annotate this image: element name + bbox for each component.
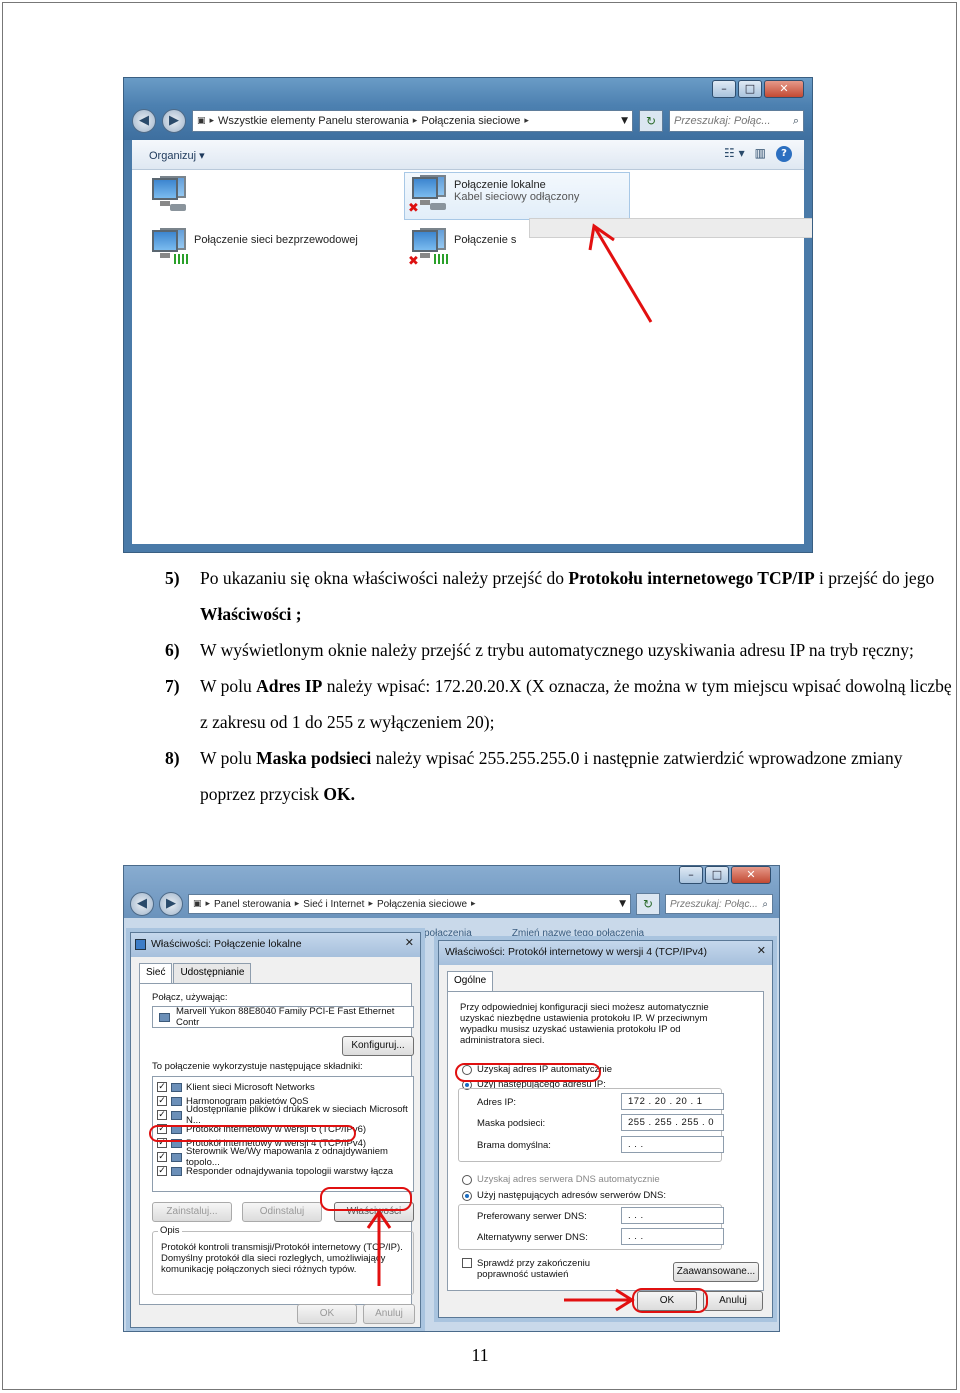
description-label: Opis: [160, 1225, 180, 1236]
ok-button[interactable]: OK: [297, 1304, 357, 1324]
connection-name: Połączenie s: [454, 234, 517, 246]
close-icon[interactable]: ✕: [731, 866, 771, 884]
dns2-label: Alternatywny serwer DNS:: [477, 1232, 588, 1243]
maximize-icon[interactable]: □: [738, 80, 762, 98]
network-connections-screenshot: [123, 77, 813, 553]
mask-label: Maska podsieci:: [477, 1118, 546, 1129]
address-bar[interactable]: ▣ ▸ Wszystkie elementy Panelu sterowania ▸ Połączenia sieciowe ▸ ▼: [192, 110, 633, 132]
uninstall-button[interactable]: Odinstaluj: [242, 1202, 322, 1222]
list-item-ipv4[interactable]: ✓ Protokół internetowy w wersji 4 (TCP/IPv4): [158, 1137, 367, 1149]
checkbox[interactable]: ✓: [158, 1138, 166, 1148]
properties-button[interactable]: Właściwości: [334, 1202, 414, 1222]
list-item[interactable]: ✓ Sterownik We/Wy mapowania z odnajdywaniem topolo...: [158, 1146, 388, 1168]
address-bar[interactable]: ▣ ▸ Panel sterowania ▸ Sieć i Internet ▸ Połączenia sieciowe ▸ ▼: [188, 894, 631, 914]
breadcrumb-item[interactable]: Sieć i Internet: [303, 898, 365, 910]
tab-sharing[interactable]: Udostępnianie: [173, 963, 251, 983]
search-icon: ⌕: [792, 114, 799, 127]
page-number: 11: [471, 1345, 489, 1365]
list-item[interactable]: ✓ Protokół internetowy w wersji 6 (TCP/IPv6): [158, 1123, 367, 1135]
breadcrumb-item[interactable]: Wszystkie elementy Panelu sterowania: [218, 115, 409, 127]
tab-network[interactable]: Sieć: [139, 963, 172, 983]
forward-arrow-icon[interactable]: ▶: [162, 109, 186, 133]
help-icon[interactable]: ?: [776, 146, 792, 162]
search-input[interactable]: Przeszukaj: Połąc... ⌕: [665, 894, 773, 914]
background-toolbar: połączenia Zmień nazwę tego połączenia: [424, 928, 645, 939]
description-text: Protokół kontroli transmisji/Protokół internetowy (TCP/IP). Domyślny protokół dla sieci rozległych, umożliwiający komunikację połączonych sieci różnych typów.: [161, 1242, 403, 1275]
configure-button[interactable]: Konfiguruj...: [342, 1036, 414, 1056]
dns1-label: Preferowany serwer DNS:: [477, 1211, 587, 1222]
ip-address-field[interactable]: 172 . 20 . 20 . 1: [621, 1093, 724, 1110]
install-button[interactable]: Zainstaluj...: [152, 1202, 232, 1222]
refresh-icon[interactable]: ↻: [636, 893, 660, 915]
list-item[interactable]: ✓ Klient sieci Microsoft Networks: [158, 1081, 315, 1093]
search-icon: ⌕: [762, 898, 768, 910]
organize-menu[interactable]: Organizuj ▾: [149, 150, 205, 162]
view-options-icon[interactable]: ☷ ▾: [724, 146, 745, 160]
checkbox[interactable]: ✓: [158, 1124, 166, 1134]
dns2-field[interactable]: . . .: [621, 1228, 724, 1245]
connection-status: Kabel sieciowy odłączony: [454, 191, 580, 203]
validate-checkbox[interactable]: Sprawdź przy zakończeniu poprawność ustawień: [462, 1258, 622, 1280]
folder-icon: ▣: [193, 899, 202, 909]
forward-arrow-icon[interactable]: ▶: [159, 892, 183, 916]
preview-pane-icon[interactable]: ▥: [754, 146, 766, 160]
step-7: 7) W polu Adres IP należy wpisać: 172.20.20.X (X oznacza, że można w tym miejscu wpisać dowolną liczbę z zakresu od 1 do 255 z wyłączeniem 20);: [165, 676, 952, 732]
folder-icon: ▣: [197, 116, 206, 126]
wired-connection-icon: ✖: [408, 175, 446, 213]
close-icon[interactable]: ✕: [756, 944, 766, 957]
checkbox[interactable]: ✓: [158, 1110, 166, 1120]
breadcrumb-item[interactable]: Panel sterowania: [214, 898, 291, 910]
advanced-button[interactable]: Zaawansowane...: [673, 1262, 759, 1282]
subnet-mask-field[interactable]: 255 . 255 . 255 . 0: [621, 1114, 724, 1131]
red-arrow-icon: [124, 78, 813, 553]
tab-general[interactable]: Ogólne: [447, 971, 493, 991]
red-arrow-icon: [124, 866, 780, 1332]
tcpip-properties-screenshot: [123, 865, 780, 1332]
connection-name: Połączenie lokalne: [454, 179, 546, 191]
list-item[interactable]: ✓ Udostępnianie plików i drukarek w sieciach Microsoft N...: [158, 1104, 408, 1126]
close-icon[interactable]: ✕: [764, 80, 804, 98]
step-6: 6) W wyświetlonym oknie należy przejść z trybu automatycznego uzyskiwania adresu IP na tryb ręczny;: [165, 640, 914, 660]
step-8: 8) W polu Maska podsieci należy wpisać 255.255.255.0 i następnie zatwierdzić wprowadzone zmiany poprzez przycisk OK.: [165, 748, 903, 804]
connect-using-label: Połącz, używając:: [152, 992, 228, 1003]
step-5: 5) Po ukazaniu się okna właściwości należy przejść do Protokołu internetowego TCP/IP i przejść do jego Właściwości ;: [165, 568, 935, 624]
checkbox[interactable]: ✓: [158, 1166, 166, 1176]
search-input[interactable]: Przeszukaj: Połąc... ⌕: [669, 110, 804, 132]
components-label: To połączenie wykorzystuje następujące składniki:: [152, 1061, 363, 1072]
refresh-icon[interactable]: ↻: [639, 110, 663, 132]
gateway-field[interactable]: . . .: [621, 1136, 724, 1153]
checkbox[interactable]: ✓: [158, 1152, 166, 1162]
back-arrow-icon[interactable]: ◀: [130, 892, 154, 916]
gateway-label: Brama domyślna:: [477, 1140, 551, 1151]
manual-ip-radio[interactable]: Użyj następującego adresu IP:: [462, 1079, 606, 1090]
auto-ip-radio[interactable]: Uzyskaj adres IP automatycznie: [462, 1064, 612, 1075]
chevron-down-icon[interactable]: ▼: [619, 899, 626, 909]
chevron-down-icon[interactable]: ▼: [621, 116, 628, 126]
list-item[interactable]: ✓ Harmonogram pakietów QoS: [158, 1095, 309, 1107]
auto-dns-radio[interactable]: Uzyskaj adres serwera DNS automatycznie: [462, 1174, 660, 1185]
breadcrumb-item[interactable]: Połączenia sieciowe: [376, 898, 468, 910]
ip-label: Adres IP:: [477, 1097, 517, 1108]
minimize-icon[interactable]: –: [679, 866, 703, 884]
checkbox[interactable]: ✓: [158, 1096, 166, 1106]
maximize-icon[interactable]: □: [705, 866, 729, 884]
instruction-steps: [165, 560, 955, 812]
manual-dns-radio[interactable]: Użyj następujących adresów serwerów DNS:: [462, 1190, 666, 1201]
intro-text: Przy odpowiedniej konfiguracji sieci możesz automatycznie uzyskać niezbędne ustawienia protokołu IP. W przeciwnym wypadku musisz uzyskać ustawienia protokołu IP od administratora sieci.: [460, 1002, 709, 1046]
cancel-button[interactable]: Anuluj: [703, 1291, 763, 1311]
close-icon[interactable]: ✕: [404, 936, 414, 949]
cancel-button[interactable]: Anuluj: [363, 1304, 415, 1324]
connection-name: Połączenie sieci bezprzewodowej: [194, 234, 358, 246]
list-item[interactable]: ✓ Responder odnajdywania topologii warstwy łącza: [158, 1165, 394, 1177]
checkbox[interactable]: ✓: [158, 1082, 166, 1092]
dns1-field[interactable]: . . .: [621, 1207, 724, 1224]
back-arrow-icon[interactable]: ◀: [132, 109, 156, 133]
ok-button[interactable]: OK: [637, 1291, 697, 1311]
dialog-title: Właściwości: Połączenie lokalne: [151, 938, 302, 950]
adapter-field: Marvell Yukon 88E8040 Family PCI-E Fast Ethernet Contr: [152, 1006, 414, 1028]
minimize-icon[interactable]: –: [712, 80, 736, 98]
dialog-title: Właściwości: Protokół internetowy w wersji 4 (TCP/IPv4): [445, 946, 707, 958]
wireless-connection-icon: ✖: [408, 228, 446, 266]
breadcrumb-item[interactable]: Połączenia sieciowe: [421, 115, 521, 127]
